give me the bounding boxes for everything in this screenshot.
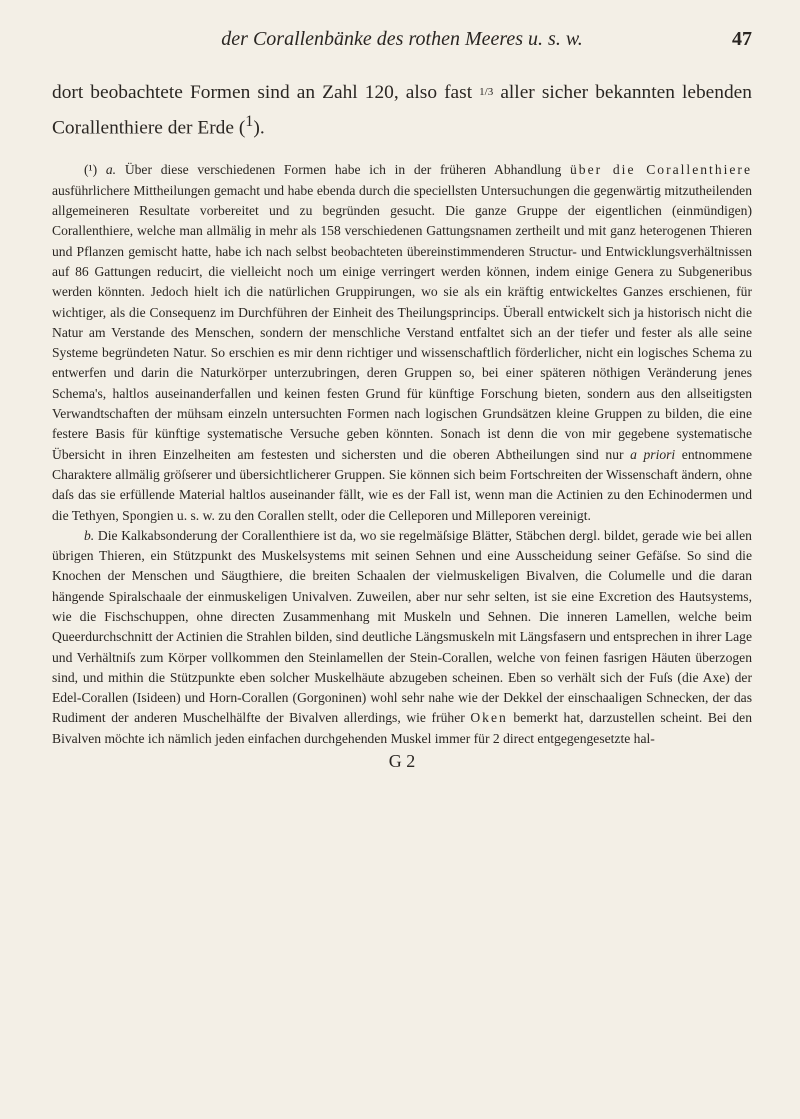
p1-italic: a priori [630,446,676,462]
main-text-a: dort beobachtete Formen sind an Zahl 120, also fast [52,82,473,103]
label-b: b. [84,527,95,543]
footnote [52,160,752,749]
footnote-paragraph-b [52,526,752,749]
p2-b: bemerkt hat, darzustellen scheint. Bei den Bivalven möchte ich nämlich jeden einfachen durchgehenden Muskel immer für 2 direct entgegengesetzte hal- [52,710,752,746]
p2-a: Die Kalkabsonderung der Corallenthiere ist da, wo sie regelmäſsige Blätter, Stäbchen dergl. bildet, gerade wie bei allen übrigen Thieren, ein Stützpunkt des Muskelsystems mit seinen Sehnen und eine Ausscheidung seiner Gefäſse. So sind die Knochen der Menschen und Säugthiere, die breiten Schaalen der vielmuskeligen Bivalven, die Columelle und die daran hängende Spiralschaale der einmuskeligen Univalven. Zuweilen, aber nur sehr selten, ist sie eine Excretion des Hautsystems, wie die Fischschuppen, ohne directen Zusammenhang mit Muskeln und Sehnen. Die inneren Lamellen, welche beim Queerdurchschnitt der Actinien die Strahlen bilden, sind deutliche Längsmuskeln mit Längsfasern und entsprechen in ihrer Lage und Verhältniſs zum Körper vollkommen den Steinlamellen der Stein-Corallen, welche von feinen fasrigen Häuten überzogen sind, und mithin die Stützpunkte eben solcher Muskelhäute abzugeben scheinen. Eben so verhält sich der Fuſs (die Axe) der Edel-Corallen (Isideen) und Horn-Corallen (Gorgoninen) wohl sehr nahe wie der Dekkel der einschaaligen Schnecken, der das Rudiment der anderen Muschelhälfte der Bivalven allerdings, wie früher [52,527,752,726]
fraction: 1/3 [479,86,494,98]
p1-spaced: über die Corallenthiere [570,162,752,178]
signature-mark: G 2 [388,751,416,772]
main-text-b: aller sicher bekannten lebenden Corallenthiere der Erde ( [52,82,752,138]
footnote-paragraph-a [52,160,752,525]
footnote-reference: 1 [245,112,254,130]
page-number: 47 [732,28,752,50]
main-text-c: ). [253,116,265,138]
running-head [52,28,752,68]
page [52,0,752,772]
separator [52,142,752,160]
footnote-marker: (¹) [84,162,98,178]
main-paragraph [52,78,752,142]
p1-rest: ausführlichere Mittheilungen gemacht und habe ebenda durch die speciellsten Untersuchungen die gegenwärtig mitzutheilenden allgemeineren Resultate vorbereitet und zu begründen gesucht. Die ganze Gruppe der eigentlichen (einmündigen) Corallenthiere, welche man allmälig in mehr als 158 verschiedenen Gattungsnamen zertheilt und mit ganz heterogenen Thieren und Pflanzen gemischt hatte, habe ich nach selbst beobachteten übereinstimmenderen Structur- und Entwicklungsverhältnissen auf 86 Gattungen reducirt, die vielleicht noch um einige verringert werden können, indem einige Genera zu Subgeneribus werden könnten. Jedoch hielt ich die natürlichen Gruppirungen, wo sie als ein kräftig entwickeltes Ganzes erschienen, für wichtiger, als die Consequenz im Durchführen der Einheit des Theilungsprincips. Überall entwickelt sich ja historisch nicht die Natur am Verstande des Menschen, sondern der menschliche Verstand entfaltet sich an der tiefer und fester als alle seine Systeme begründeten Natur. So erschien es mir denn richtiger und wissenschaftlich förderlicher, nicht ein logisches Schema zu entwerfen und darin die Naturkörper unterzubringen, deren Gruppen so, bei einer späteren nöthigen Veränderung jenes Schema's, haltlos auseinanderfallen und keinen festen Grund für künftige Forschung bieten, sondern aus den allseitigsten Verwandtschaften der mühsam einzeln untersuchten Formen nach logischen Grundsätzen kleine Gruppen zu bilden, die eine festere Basis für künftige systematische Versuche geben könnten. Sonach ist denn die von mir gegebene systematische Übersicht in ihren Einzelheiten am festesten und sichersten und die oberen Abtheilungen sind nur [52,182,752,462]
p2-spaced: Oken [470,710,508,726]
p1-end: entnommene Charaktere allmälig gröſserer und übersichtlicherer Gruppen. Sie können sich beim Fortschreiten der Wissenschaft ändern, ohne daſs das sie erfüllende Material haltlos auseinander fällt, wie es der Fall ist, wenn man die Actinien zu den Echinodermen und die Tethyen, Spongien u. s. w. zu den Corallen stellt, oder die Celleporen und Milleporen vereinigt. [52,446,753,523]
label-a: a. [105,162,117,178]
p1-lead: Über diese verschiedenen Formen habe ich in der früheren Abhandlung [124,162,562,178]
running-title: der Corallenbänke des rothen Meeres u. s. w. [221,28,583,50]
